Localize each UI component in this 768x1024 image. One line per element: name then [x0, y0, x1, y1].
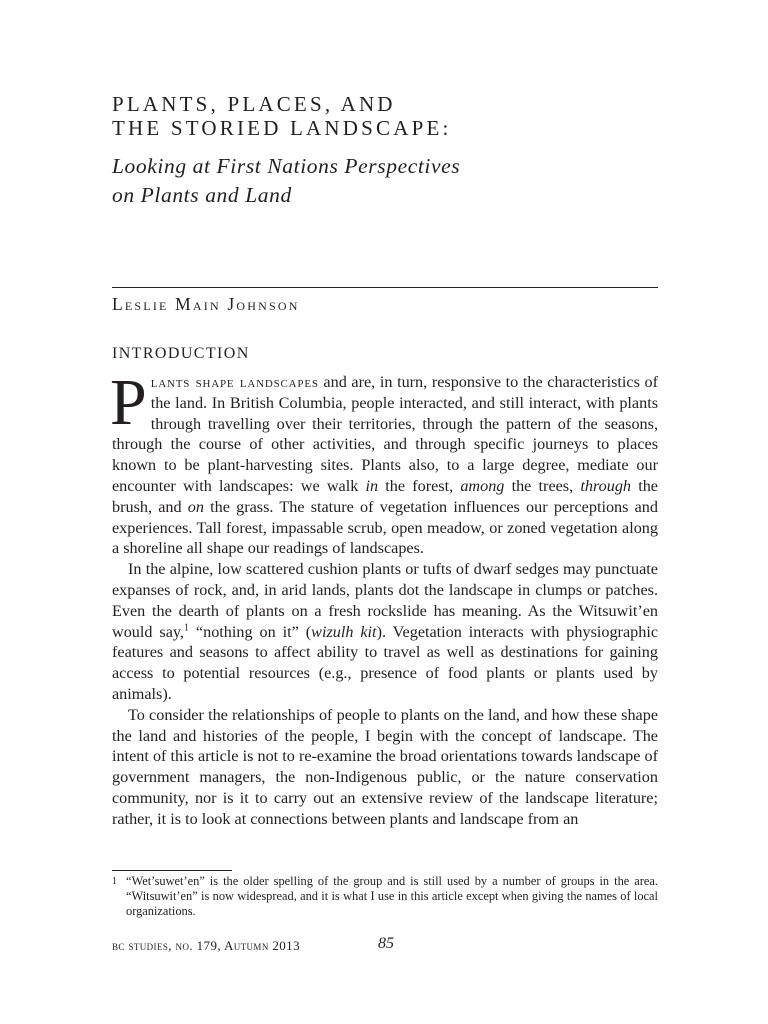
footnote-reference[interactable]: 1 [183, 622, 189, 634]
drop-cap: P [110, 366, 147, 439]
article-title-line2: THE STORIED LANDSCAPE: [112, 116, 452, 140]
article-subtitle-line2: on Plants and Land [112, 183, 292, 207]
article-subtitle-line1: Looking at First Nations Perspectives [112, 154, 461, 178]
emphasis: in [365, 476, 379, 495]
lead-in-smallcaps: lants shape landscapes [150, 373, 319, 391]
page-number: 85 [378, 935, 394, 952]
body-paragraph-2 [112, 559, 658, 705]
emphasis: among [460, 476, 505, 495]
paragraph-text: In the alpine, low scattered cushion plants or tufts of dwarf sedges may punctuate expanses of rock, and, in arid lands, plants dot the landscape in clumps or patches. Even the dearth of plants on a fresh rockslide has meaning. As the Witsuwit’en would say, [112, 560, 658, 641]
emphasis: through [580, 476, 632, 495]
article-body [110, 366, 659, 830]
article-subtitle [112, 152, 460, 210]
paragraph-text: the trees, [504, 476, 581, 495]
paragraph-text: and are, in turn, responsive to the characteristics of the land. In British Columbia, people interacted, and still interact, with plants through travelling over their territories, through the pattern of the seasons, through the course of other activities, and through specific journeys to places known to be plant-harvesting sites. Plants also, to a large degree, mediate our encounter with landscapes: we walk [112, 373, 658, 495]
body-paragraph-1 [110, 366, 658, 559]
footnote [112, 874, 658, 919]
article-title-line1: PLANTS, PLACES, AND [112, 92, 396, 116]
paragraph-text: the grass. The stature of vegetation influences our perceptions and experiences. Tall forest, impassable scrub, open meadow, or zoned vegetation along a shoreline all shape our readings of landscapes. [112, 497, 658, 558]
article-title [112, 92, 452, 140]
paragraph-text: the brush, and [112, 476, 658, 516]
author-name: Leslie Main Johnson [112, 294, 300, 314]
emphasis: wizulh kit [311, 622, 377, 641]
paragraph-text: the forest, [378, 476, 461, 495]
paragraph-text: ). Vegetation interacts with physiographic features and seasons to affect ability to travel as well as destinations for gaining access to potential resources (e.g., presence of food plants or plants used by animals). [112, 622, 659, 703]
footnote-text: “Wet’suwet’en” is the older spelling of the group and is still used by a number of groups in the area. “Witsuwit’en” is now widespread, and it is what I use in this article except when giving the names of local organizations. [126, 874, 658, 918]
journal-footer: bc studies, no. 179, Autumn 2013 [112, 938, 300, 953]
section-heading: INTRODUCTION [112, 345, 250, 362]
footnote-mark: 1 [112, 876, 117, 887]
emphasis: on [187, 497, 204, 516]
footnote-divider [112, 870, 232, 871]
body-paragraph-3 [112, 705, 658, 830]
title-divider [112, 287, 658, 288]
paragraph-text: To consider the relationships of people to plants on the land, and how these shape the land and histories of the people, I begin with the concept of landscape. The intent of this article is not to re-examine the broad orientations towards landscape of government managers, the non-Indigenous public, or the nature conservation community, nor is it to carry out an extensive review of the landscape literature; rather, it is to look at connections between plants and landscape from an [112, 705, 658, 828]
paragraph-text: “nothing on it” ( [188, 622, 312, 641]
